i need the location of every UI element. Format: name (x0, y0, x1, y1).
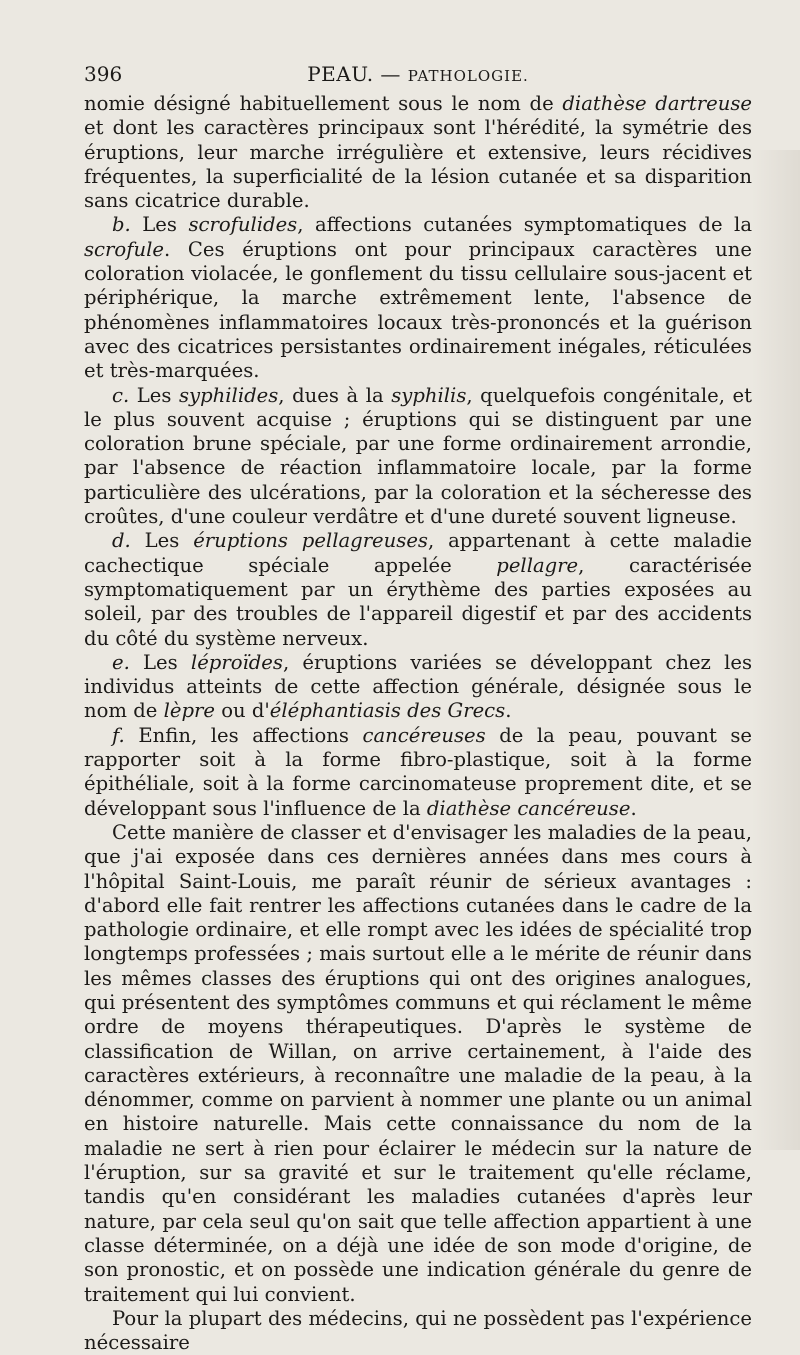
paragraph-final: Pour la plupart des médecins, qui ne possèdent pas l'expérience nécessaire (84, 1306, 752, 1355)
paragraph-leproides: e. Les léproïdes, éruptions variées se développant chez les individus atteints de cette affection générale, désignée sous le nom de lèpre ou d'éléphantiasis des Grecs. (84, 650, 753, 723)
running-title (84, 62, 752, 86)
running-header (84, 58, 752, 92)
item-letter: f. (112, 723, 125, 747)
paragraph-scrofulides: b. Les scrofulides, affections cutanées symptomatiques de la scrofule. Ces éruptions ont pour principaux caractères une coloration violacée, le gonflement du tissu cellulaire sous-jacent et périphérique, la marche extrêmement lente, l'absence de phénomènes inflammatoires locaux très-prononcés et la guérison avec des cicatrices persistantes ordinairement inégales, réticulées et très-marquées. (84, 213, 752, 383)
paragraph-cancereuses: f. Enfin, les affections cancéreuses de la peau, pouvant se rapporter soit à la forme fibro-plastique, soit à la forme épithéliale, soit à la forme carcinomateuse proprement dite, et se développant sous l'influence de la diathèse cancéreuse. (84, 723, 753, 820)
paragraph-pellagreuses: d. Les éruptions pellagreuses, appartenant à cette maladie cachectique spéciale appelée pellagre, caractérisée symptomatiquement par un érythème des parties exposées au soleil, par des troubles de l'appareil digestif et par des accidents du côté du système nerveux. (84, 529, 753, 650)
running-title-section: PATHOLOGIE. (407, 67, 529, 85)
item-letter: d. (112, 529, 131, 553)
running-title-main: PEAU. (307, 62, 374, 86)
running-title-dash: — (373, 62, 408, 86)
paragraph-classification: Cette manière de classer et d'envisager les maladies de la peau, que j'ai exposée dans ces dernières années dans mes cours à l'hôpital Saint-Louis, me paraît réunir de sérieux avantages : d'abord elle fait rentrer les affections cutanées dans le cadre de la pathologie ordinaire, et elle rompt avec les idées de spécialité trop longtemps professées ; mais surtout elle a le mérite de réunir dans les mêmes classes des éruptions qui ont des origines analogues, qui présentent des symptômes communs et qui réclament le même ordre de moyens thérapeutiques. D'après le système de classification de Willan, on arrive certainement, à l'aide des caractères extérieurs, à reconnaître une maladie de la peau, à la dénommer, comme on parvient à nommer une plante ou un animal en histoire naturelle. Mais cette connaissance du nom de la maladie ne sert à rien pour éclairer le médecin sur la nature de l'éruption, sur sa gravité et sur le traitement qu'elle réclame, tandis qu'en considérant les maladies cutanées d'après leur nature, par cela seul qu'on sait que telle affection appartient à une classe déterminée, on a déjà une idée de son mode d'origine, de son pronostic, et on possède une indication générale du genre de traitement qui lui convient. (84, 820, 752, 1306)
paragraph-dartres: nomie désigné habituellement sous le nom de diathèse dartreuse et dont les caractères principaux sont l'hérédité, la symétrie des éruptions, leur marche irrégulière et extensive, leurs récidives fréquentes, la superficialité de la lésion cutanée et sa disparition sans cicatrice durable. (84, 92, 753, 213)
item-letter: b. (112, 213, 131, 237)
paragraph-syphilides: c. Les syphilides, dues à la syphilis, quelquefois congénitale, et le plus souvent acquise ; éruptions qui se distinguent par une coloration brune spéciale, par une forme ordinairement arrondie, par l'absence de réaction inflammatoire locale, par la forme particulière des ulcérations, par la coloration et la sécheresse des croûtes, d'une couleur verdâtre et d'une dureté souvent ligneuse. (84, 383, 752, 529)
body-text (84, 92, 752, 1355)
item-letter: e. (112, 650, 130, 674)
page-number: 396 (84, 62, 123, 86)
page-edge-shadow (752, 150, 800, 1150)
item-letter: c. (112, 383, 130, 407)
